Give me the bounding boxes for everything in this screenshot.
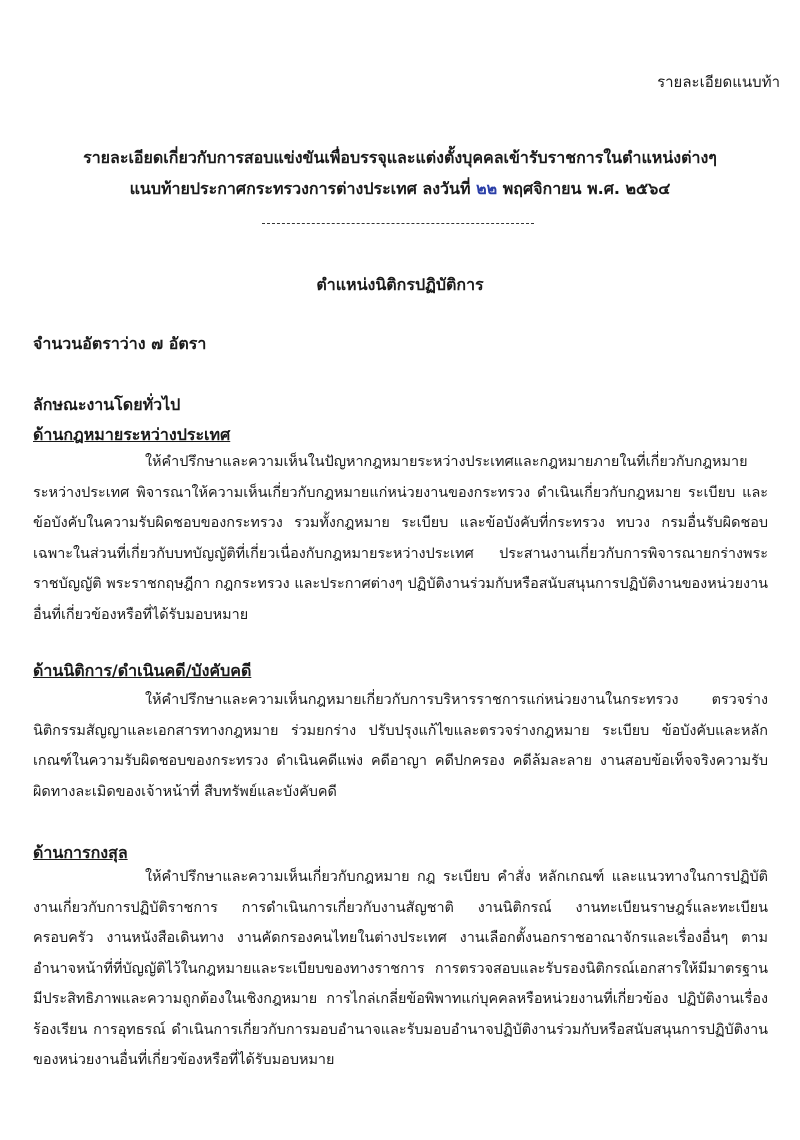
vacancy-count: จำนวนอัตราว่าง ๗ อัตรา (33, 334, 207, 353)
attachment-label: รายละเอียดแนบท้า (657, 73, 780, 91)
section-heading-legal-affairs: ด้านนิติการ/ดำเนินคดี/บังคับคดี (33, 661, 252, 680)
section-body-consular: ให้คำปรึกษาและความเห็นเกี่ยวกับกฎหมาย กฎ ระเบียบ คำสั่ง หลักเกณฑ์ และแนวทางในการปฏิบัติงานเกี่ยวกับการปฏิบัติราชการ การดำเนินการเกี่ยวกับงานสัญชาติ งานนิติกรณ์ งานทะเบียนราษฎร์และทะเบียนครอบครัว งานหนังสือเดินทาง งานคัดกรองคนไทยในต่างประเทศ งานเลือกตั้งนอกราชอาณาจักรและเรื่องอื่นๆ ตามอำนาจหน้าที่ที่บัญญัติไว้ในกฎหมายและระเบียบของทางราชการ การตรวจสอบและรับรองนิติกรณ์เอกสารให้มีมาตรฐาน มีประสิทธิภาพและความถูกต้องในเชิงกฎหมาย การไกล่เกลี่ยข้อพิพาทแก่บุคคลหรือหน่วยงานที่เกี่ยวข้อง ปฏิบัติงานเรื่องร้องเรียน การอุทธรณ์ ดำเนินการเกี่ยวกับการมอบอำนาจและรับมอบอำนาจปฏิบัติงานร่วมกับหรือสนับสนุนการปฏิบัติงานของหน่วยงานอื่นที่เกี่ยวข้องหรือที่ได้รับมอบหมาย (33, 869, 768, 1068)
section-body-legal-affairs: ให้คำปรึกษาและความเห็นกฎหมายเกี่ยวกับการบริหารราชการแก่หน่วยงานในกระทรวง ตรวจร่างนิติกรรมสัญญาและเอกสารทางกฎหมาย ร่วมยกร่าง ปรับปรุงแก้ไขและตรวจร่างกฎหมาย ระเบียบ ข้อบังคับและหลักเกณฑ์ในความรับผิดชอบของกระทรวง ดำเนินคดีแพ่ง คดีอาญา คดีปกครอง คดีล้มละลาย งานสอบข้อเท็จจริงความรับผิดทางละเมิดของเจ้าหน้าที่ สืบทรัพย์และบังคับคดี (33, 692, 768, 800)
position-title: ตำแหน่งนิติกรปฏิบัติการ (316, 275, 484, 294)
handwritten-date-day: ๒๒ (476, 179, 498, 198)
section-heading-consular: ด้านการกงสุล (33, 843, 128, 862)
general-duties-heading: ลักษณะงานโดยทั่วไป (33, 395, 181, 414)
dashed-divider (262, 223, 534, 224)
document-title-line-2 (0, 177, 800, 202)
section-heading-international-law: ด้านกฎหมายระหว่างประเทศ (33, 425, 231, 444)
title-line-2-suffix: พฤศจิกายน พ.ศ. ๒๕๖๔ (497, 179, 671, 198)
section-body-international-law: ให้คำปรึกษาและความเห็นในปัญหากฎหมายระหว่างประเทศและกฎหมายภายในที่เกี่ยวกับกฎหมายระหว่างประเทศ พิจารณาให้ความเห็นเกี่ยวกับกฎหมายแก่หน่วยงานของกระทรวง ดำเนินเกี่ยวกับกฎหมาย ระเบียบ และข้อบังคับในความรับผิดชอบของกระทรวง รวมทั้งกฎหมาย ระเบียบ และข้อบังคับที่กระทรวง ทบวง กรมอื่นรับผิดชอบเฉพาะในส่วนที่เกี่ยวกับบทบัญญัติที่เกี่ยวเนื่องกับกฎหมายระหว่างประเทศ ประสานงานเกี่ยวกับการพิจารณายกร่างพระราชบัญญัติ พระราชกฤษฎีกา กฎกระทรวง และประกาศต่างๆ ปฏิบัติงานร่วมกับหรือสนับสนุนการปฏิบัติงานของหน่วยงานอื่นที่เกี่ยวข้องหรือที่ได้รับมอบหมาย (33, 454, 768, 623)
document-title-line-1: รายละเอียดเกี่ยวกับการสอบแข่งขันเพื่อบรรจุและแต่งตั้งบุคคลเข้ารับราชการในตำแหน่งต่างๆ (83, 148, 717, 167)
title-line-2-prefix: แนบท้ายประกาศกระทรวงการต่างประเทศ ลงวันที่ (129, 179, 477, 198)
